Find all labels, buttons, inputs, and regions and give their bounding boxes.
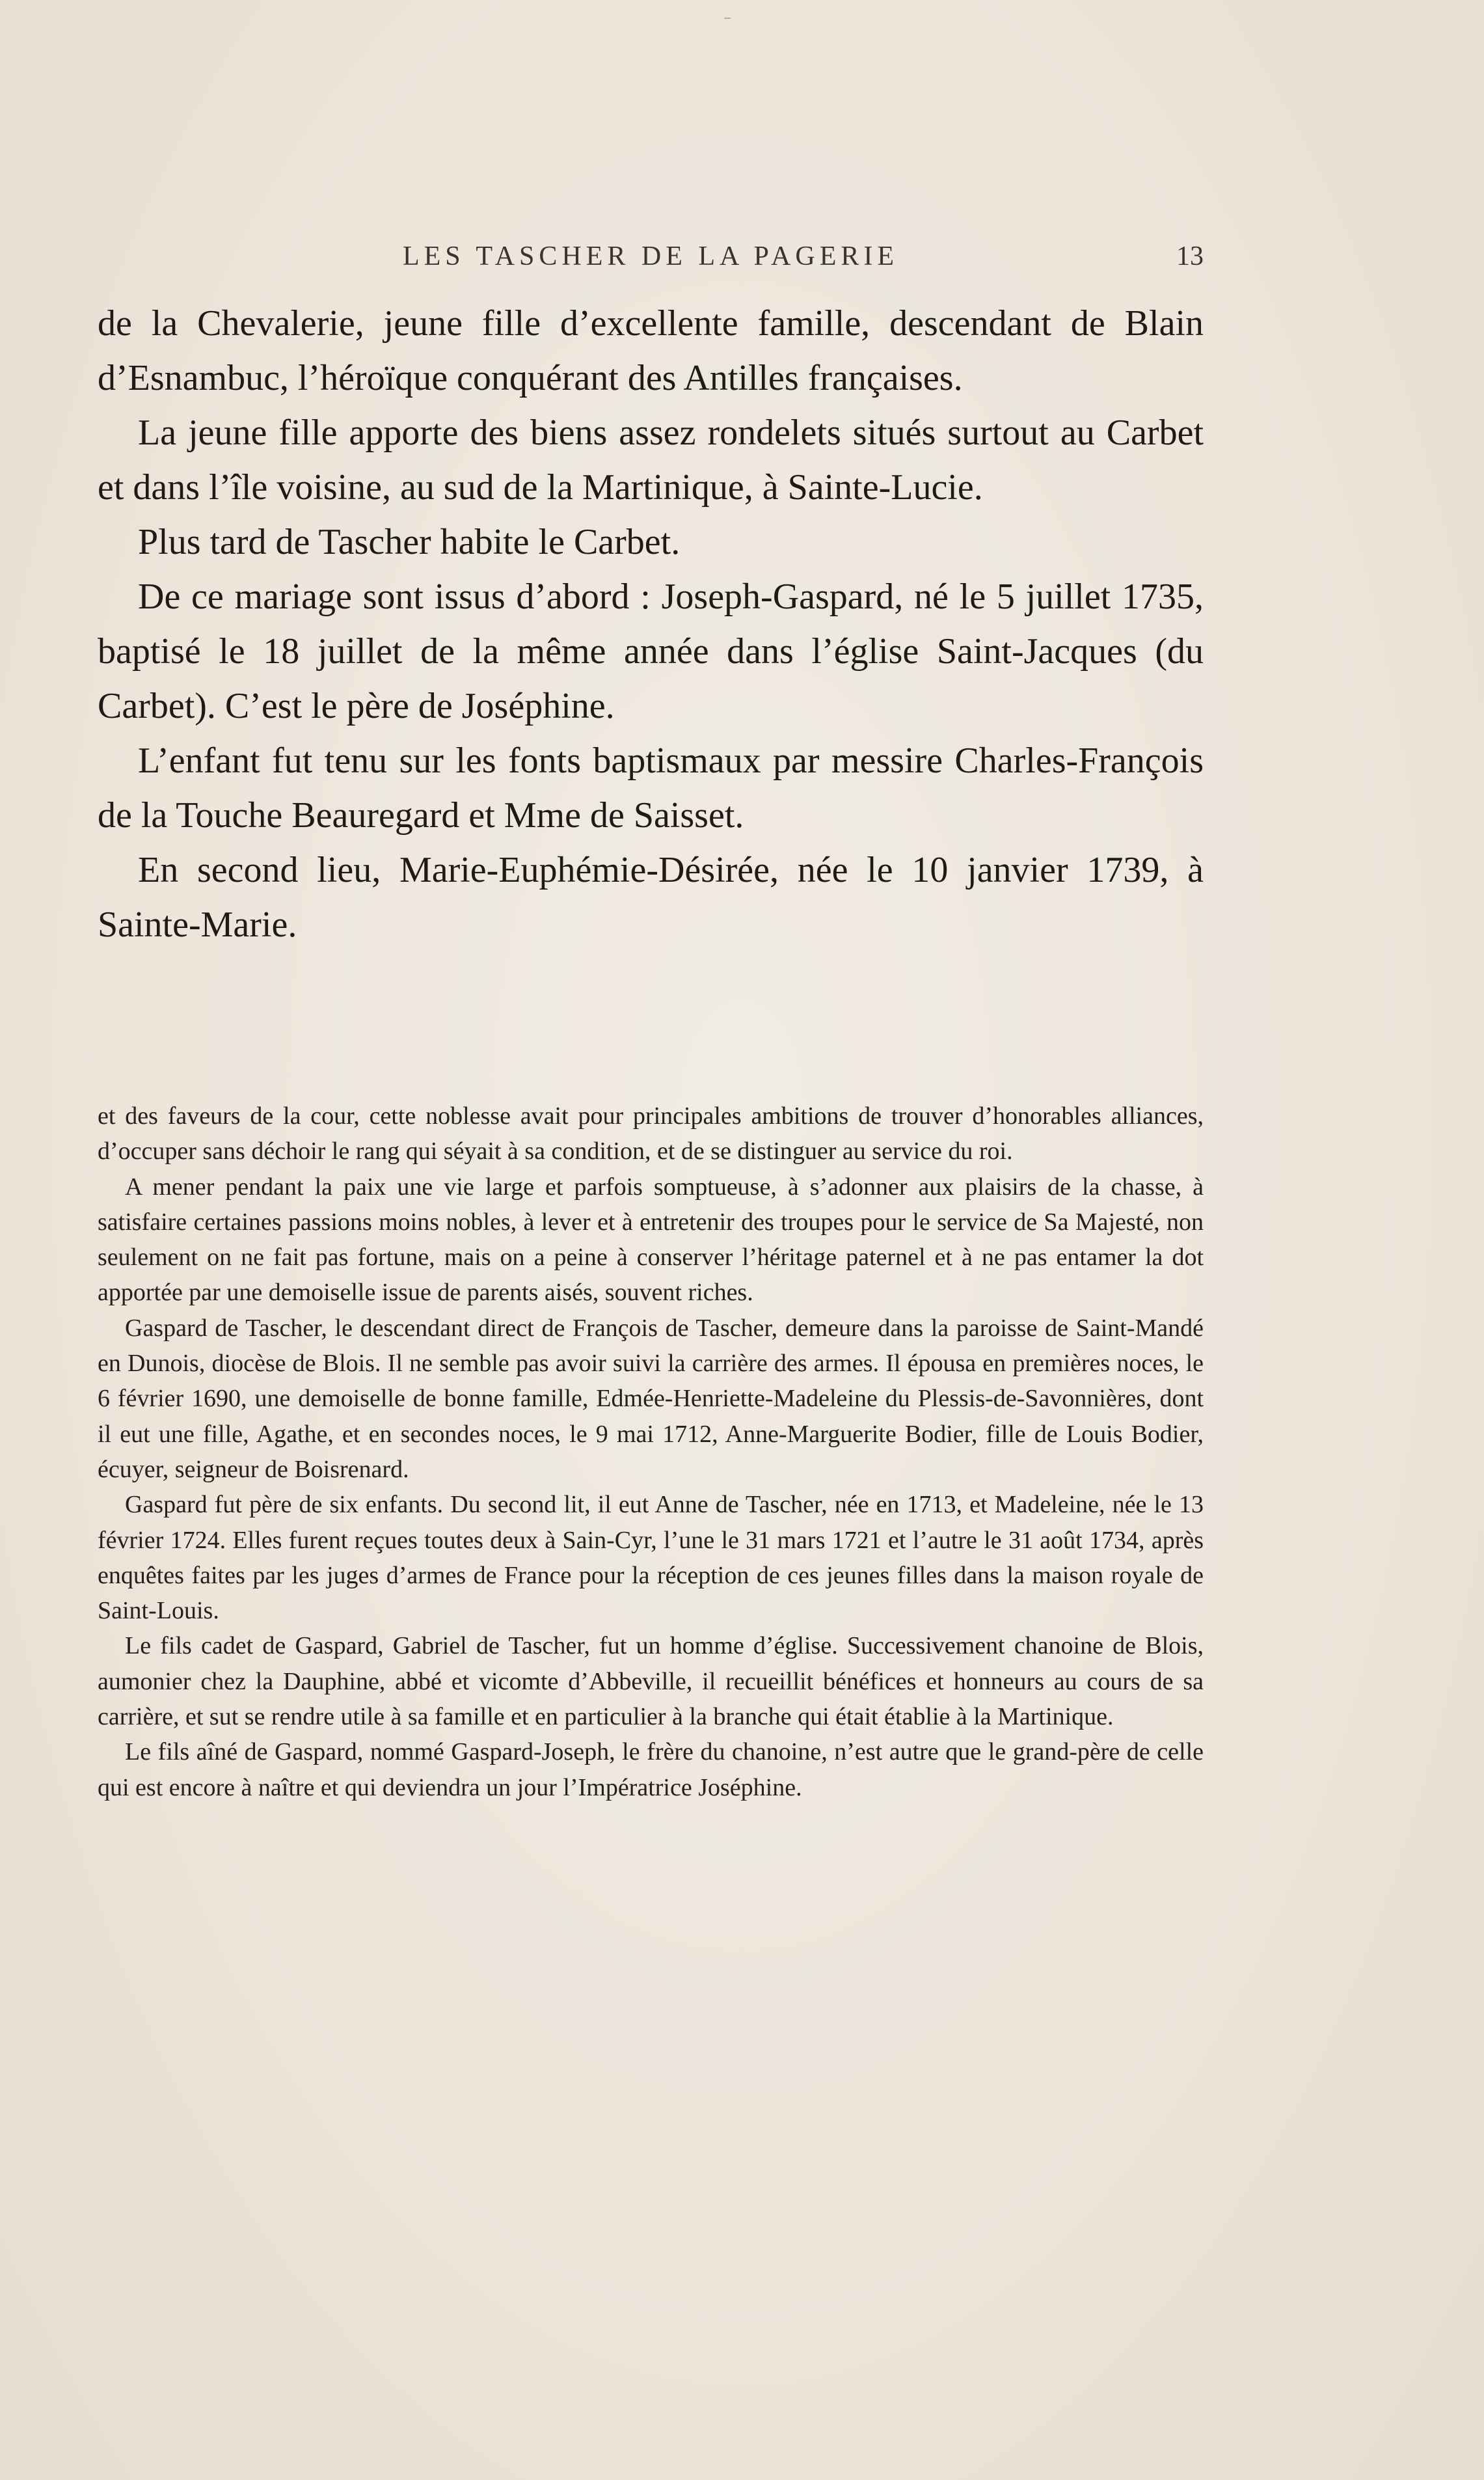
note-paragraph: Gaspard de Tascher, le descendant direct de François de Tascher, demeure dans la paroisse de Saint-Mandé en Dunois, diocèse de Blois. Il ne semble pas avoir suivi la carrière des armes. Il épousa en premières noces, le 6 février 1690, une demoiselle de bonne famille, Edmée-Henriette-Madeleine du Plessis-de-Savonnières, dont il eut une fille, Agathe, et en secondes noces, le 9 mai 1712, Anne-Marguerite Bodier, fille de Louis Bodier, écuyer, seigneur de Boisrenard.: [98, 1314, 1204, 1483]
main-paragraph: Plus tard de Tascher habite le Carbet.: [138, 522, 681, 562]
page-header: [98, 241, 1204, 280]
main-paragraph: En second lieu, Marie-Euphémie-Désirée, née le 10 janvier 1739, à Sainte-Marie.: [98, 850, 1204, 945]
page-number: 13: [1176, 241, 1204, 271]
main-paragraph: La jeune fille apporte des biens assez rondelets situés surtout au Carbet et dans l’île voisine, au sud de la Martinique, à Sainte-Lucie.: [98, 413, 1204, 508]
main-paragraph: L’enfant fut tenu sur les fonts baptismaux par messire Charles-François de la Touche Beauregard et Mme de Saisset.: [98, 741, 1204, 836]
note-paragraph: et des faveurs de la cour, cette noblesse avait pour principales ambitions de trouver d’honorables alliances, d’occuper sans déchoir le rang qui séyait à sa condition, et de se distinguer au service du roi.: [98, 1102, 1204, 1165]
main-body-text: [98, 296, 1204, 952]
note-paragraph: A mener pendant la paix une vie large et parfois somptueuse, à s’adonner aux plaisirs de la chasse, à satisfaire certaines passions moins nobles, à lever et à entretenir des troupes pour le service de Sa Majesté, non seulement on ne fait pas fortune, mais on a peine à conserver l’héritage paternel et à ne pas entamer la dot apportée par une demoiselle issue de parents aisés, souvent riches.: [98, 1173, 1204, 1307]
main-paragraph: de la Chevalerie, jeune fille d’excellente famille, descendant de Blain d’Esnambuc, l’héroïque conquérant des Antilles françaises.: [98, 303, 1204, 398]
running-title: LES TASCHER DE LA PAGERIE: [402, 241, 899, 271]
note-paragraph: Gaspard fut père de six enfants. Du second lit, il eut Anne de Tascher, née en 1713, et Madeleine, née le 13 février 1724. Elles furent reçues toutes deux à Sain-Cyr, l’une le 31 mars 1721 et l’autre le 31 août 1734, après enquêtes faites par les juges d’armes de France pour la réception de ces jeunes filles dans la maison royale de Saint-Louis.: [98, 1491, 1204, 1625]
page-speck: ⁻: [723, 12, 732, 30]
note-paragraph: Le fils cadet de Gaspard, Gabriel de Tascher, fut un homme d’église. Successivement chanoine de Blois, aumonier chez la Dauphine, abbé et vicomte d’Abbeville, il recueillit bénéfices et honneurs au cours de sa carrière, et sut se rendre utile à sa famille et en particulier à la branche qui était établie à la Martinique.: [98, 1632, 1204, 1731]
note-body-text: [98, 1098, 1204, 1805]
main-paragraph: De ce mariage sont issus d’abord : Joseph-Gaspard, né le 5 juillet 1735, baptisé le 18 juillet de la même année dans l’église Saint-Jacques (du Carbet). C’est le père de Joséphine.: [98, 577, 1204, 726]
note-paragraph: Le fils aîné de Gaspard, nommé Gaspard-Joseph, le frère du chanoine, n’est autre que le grand-père de celle qui est encore à naître et qui deviendra un jour l’Impératrice Joséphine.: [98, 1738, 1204, 1801]
